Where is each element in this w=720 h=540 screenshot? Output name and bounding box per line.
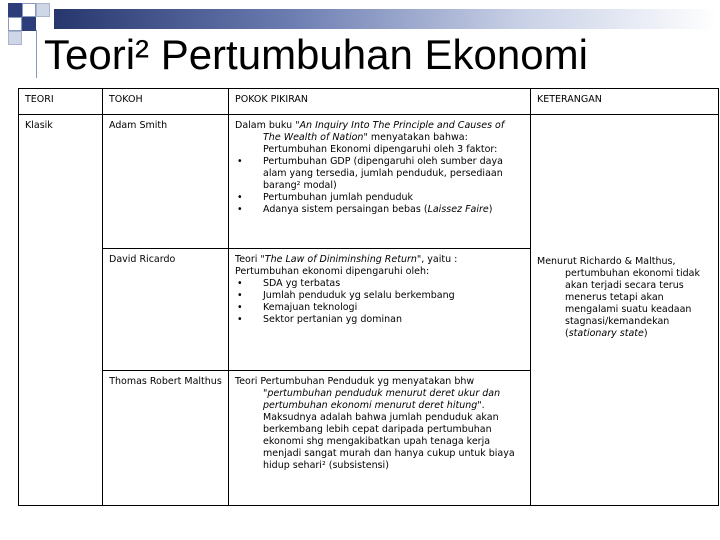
pokok-body: Teori Pertumbuhan Penduduk yg menyatakan bhw <box>235 376 475 387</box>
pokok-intro-text: Dalam buku <box>235 120 296 131</box>
cell-keterangan <box>531 115 719 506</box>
cell-pokok-pikiran <box>229 249 531 371</box>
list-item-text: ) <box>488 204 493 215</box>
decor-square <box>36 3 50 17</box>
table-row <box>19 115 719 249</box>
slide-title: Teori² Pertumbuhan Ekonomi <box>44 31 588 78</box>
decor-square <box>22 3 36 17</box>
cell-tokoh <box>103 371 229 506</box>
pokok-intro-text: Teori <box>235 254 261 265</box>
decor-square <box>8 31 22 45</box>
list-item-italic: Laissez Faire <box>427 204 489 215</box>
pokok-text <box>235 376 524 472</box>
list-item: • Sektor pertanian yg dominan <box>235 314 524 326</box>
book-title: "An Inquiry Into The Principle and Causes of The Wealth of Nation" <box>263 120 505 143</box>
pokok-intro-text: menyatakan bahwa: Pertumbuhan Ekonomi dipengaruhi oleh 3 faktor: <box>263 132 498 155</box>
cell-tokoh <box>103 249 229 371</box>
pokok-intro <box>235 254 524 278</box>
keterangan-italic: stationary state <box>568 328 644 339</box>
decor-square <box>22 17 36 31</box>
header-tokoh: TOKOH <box>103 89 229 115</box>
decor-divider <box>36 30 37 78</box>
list-item <box>235 204 524 216</box>
pokok-intro-text: , yaitu : Pertumbuhan ekonomi dipengaruhi oleh: <box>235 254 458 277</box>
keterangan-text <box>531 256 718 340</box>
list-item: • Jumlah penduduk yg selalu berkembang <box>235 290 524 302</box>
list-item: • SDA yg terbatas <box>235 278 524 290</box>
header-pokok-pikiran: POKOK PIKIRAN <box>229 89 531 115</box>
list-item: • Pertumbuhan jumlah penduduk <box>235 192 524 204</box>
list-item-text: Adanya sistem persaingan bebas ( <box>263 204 428 215</box>
header-teori: TEORI <box>19 89 103 115</box>
tokoh-name: David Ricardo <box>109 254 176 265</box>
list-item: • Kemajuan teknologi <box>235 302 524 314</box>
cell-pokok-pikiran <box>229 115 531 249</box>
keterangan-body: Menurut Richardo & Malthus, pertumbuhan ekonomi tidak akan terjadi secara terus menerus tetapi akan mengalami suatu keadaan stagnasi/kemandekan ( <box>537 256 700 339</box>
pokok-quote: "pertumbuhan penduduk menurut deret ukur dan pertumbuhan ekonomi menurut deret hitung" <box>263 388 501 411</box>
pokok-intro <box>235 120 524 156</box>
list-item: • Pertumbuhan GDP (dipengaruhi oleh sumber daya alam yang tersedia, jumlah penduduk, persediaan barang² modal) <box>235 156 524 192</box>
cell-tokoh <box>103 115 229 249</box>
header-keterangan: KETERANGAN <box>531 89 719 115</box>
pokok-body: . Maksudnya adalah bahwa jumlah penduduk akan berkembang lebih cepat daripada pertumbuhan ekonomi shg mengakibatkan upah tenaga kerja menjadi sangat murah dan hanya cukup untuk biaya hidup sehari² (subsistensi) <box>263 400 515 471</box>
table-header-row <box>19 89 719 115</box>
tokoh-name: Thomas Robert Malthus <box>109 376 222 387</box>
law-title: "The Law of Diniminshing Return" <box>260 254 422 265</box>
keterangan-body: ) <box>643 328 648 339</box>
cell-teori <box>19 115 103 506</box>
decor-top-bar <box>54 9 718 29</box>
tokoh-name: Adam Smith <box>109 120 168 131</box>
factor-list <box>235 156 524 216</box>
decor-square <box>8 17 22 31</box>
decor-square <box>8 3 22 17</box>
cell-pokok-pikiran <box>229 371 531 506</box>
theory-table <box>18 88 719 506</box>
factor-list <box>235 278 524 326</box>
teori-label: Klasik <box>25 120 53 131</box>
